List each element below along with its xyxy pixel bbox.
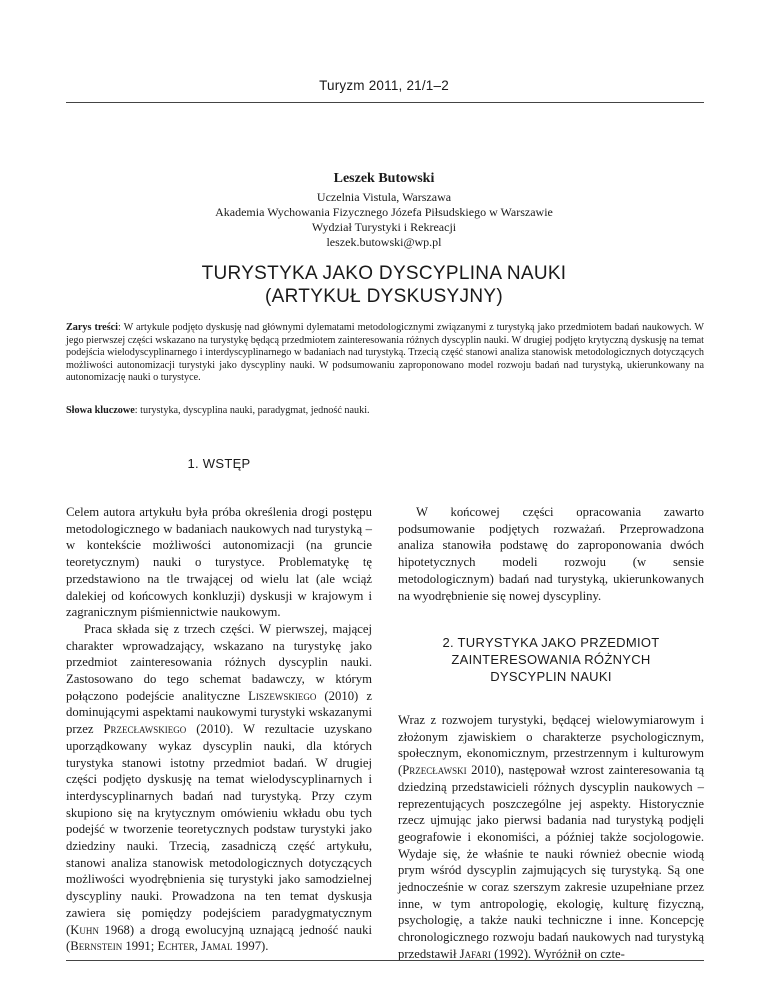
journal-header: Turyzm 2011, 21/1–2 xyxy=(319,78,449,93)
keywords-label: Słowa kluczowe xyxy=(66,405,135,416)
author-name: Leszek Butowski xyxy=(333,171,435,186)
citation: Liszewskiego xyxy=(248,688,317,703)
citation: Jafari xyxy=(459,946,491,961)
section-heading-intro: 1. WSTĘP xyxy=(187,456,251,471)
keywords-text: : turystyka, dyscyplina nauki, paradygmat, jedność nauki. xyxy=(134,405,370,416)
heading-line: ZAINTERESOWANIA RÓŻNYCH xyxy=(451,652,651,667)
left-column xyxy=(66,504,372,955)
paragraph: W końcowej części opracowania zawarto podsumowanie podjętych rozważań. Przeprowadzona analiza stanowiła podstawę do zaproponowania dwóch hipotetycznych modeli rozwoju (w sensie metodologicznym) badań nad turystyką, ukierunkowanych na wyodrębnienie się nowej dyscypliny. xyxy=(398,505,704,603)
text-run: 1968) a drogą ewolucyjną uznającą jedność nauki ( xyxy=(66,922,372,954)
author-block xyxy=(0,171,768,250)
abstract xyxy=(66,322,704,385)
right-column-bottom xyxy=(398,712,704,963)
title-line: TURYSTYKA JAKO DYSCYPLINA NAUKI xyxy=(201,263,567,284)
text-run: Praca składa się z trzech części. W pierwszej, mającej charakter wprowadzający, wskazano na turystykę jako przedmiot zainteresowania różnych dyscyplin nauki. Zastosowano do tego schemat badawczy, w którym połączono podejście analityczne xyxy=(66,621,372,703)
affiliation-line: Uczelnia Vistula, Warszawa xyxy=(316,190,452,204)
citation: Jamal xyxy=(201,939,233,954)
affiliation-line: Akademia Wychowania Fizycznego Józefa Piłsudskiego w Warszawie xyxy=(215,205,553,219)
heading-line: DYSCYPLIN NAUKI xyxy=(490,669,612,684)
author-email[interactable]: leszek.butowski@wp.pl xyxy=(326,235,442,249)
title-subline: (ARTYKUŁ DYSKUSYJNY) xyxy=(265,286,503,307)
paper-title xyxy=(0,262,768,308)
text-run: 2010), następował wzrost zainteresowania tą dziedziną przedstawicieli różnych dyscyplin naukowych – reprezentujących poszczególne jej aspekty. Historycznie rzecz ujmując jako pierwsi badania nad turystyką podjęli geografowie i ekonomiści, a później także socjologowie. Wydaje się, że właśnie te nauki również obecnie wiodą prym wśród dyscyplin zajmujących się turystyką. Są one jednocześnie w coraz szerszym zakresie uzupełniane przez inne, w tym antropologię, ekologię, kulturę fizyczną, psychologię, a także nauki techniczne i inne. Koncepcję chronologicznego rozwoju badań naukowych nad turystyką przedstawił xyxy=(398,763,704,961)
affiliation-line: Wydział Turystyki i Rekreacji xyxy=(311,220,457,234)
text-run: Wraz z rozwojem turystyki, będącej wielowymiarowym i złożonym zjawiskiem o charakterze psychologicznym, społecznym, ekonomicznym, przestrzennym i kulturowym ( xyxy=(398,713,704,778)
abstract-text: : W artykule podjęto dyskusję nad głównymi dylematami metodologicznymi związanymi z turystyką jako przedmiotem badań naukowych. W jego pierwszej części wskazano na turystykę będącą przedmiotem zainteresowania różnych dyscyplin nauki. W drugiej podjęto krytyczną dyskusję na temat podejścia wielodyscyplinarnego i interdyscyplinarnego w badaniach nad turystyką. Trzecią część stanowi analiza stanowisk metodologicznych dotyczących możliwości autonomizacji turystyki jako dyscypliny nauki. W podsumowaniu zaproponowano model rozwoju badań nad turystyką, ukierunkowany na autonomizację nauki o turystyce. xyxy=(66,322,704,384)
right-column-top xyxy=(398,504,704,604)
paragraph xyxy=(66,621,372,955)
section-heading-2 xyxy=(398,634,704,685)
heading-line: 2. TURYSTYKA JAKO PRZEDMIOT xyxy=(442,635,660,650)
citation: Przecławskiego xyxy=(103,722,187,737)
text-run: 1997). xyxy=(232,939,269,954)
citation: Przecławski xyxy=(402,763,467,778)
text-run: (1992). Wyróżnił on czte- xyxy=(490,946,625,961)
text-run: (2010) z dominującymi aspektami naukowymi turystyki wskazanymi przez xyxy=(66,688,372,737)
paragraph: Celem autora artykułu była próba określenia drogi postępu metodologicznego w badaniach naukowych nad turystyką – w kontekście możliwości autonomizacji (na gruncie teoretycznym) nauki o turystyce. Problematykę tę przedstawiono na tle trwającej od wielu lat (ale wciąż dalekiej od końcowych konkluzji) dyskusji w krajowym i zagranicznym piśmiennictwie naukowym. xyxy=(66,505,372,620)
text-run: (2010). W rezultacie uzyskano uporządkowany wykaz dyscyplin nauki, dla których turystyka stanowi istotny przedmiot badań. W drugiej części podjęto dyskusję na temat wielodyscyplinarnych i interdyscyplinarnych badań nad turystyką. Przy czym skupiono się na krytycznym omówieniu wkładu obu tych podejść w tworzenie teoretycznych podstaw turystyki jako dziedziny nauki. Trzecią, zasadniczą część artykułu, stanowi analiza stanowisk metodologicznych dotyczących możliwości wyodrębnienia się turystyki jako samodzielnej dyscypliny nauki. Prowadzona na ten temat dyskusja zawiera się pomiędzy podejściem paradygmatycznym ( xyxy=(66,722,373,937)
text-run: 1991; xyxy=(122,939,158,954)
footer-rule xyxy=(66,960,704,961)
text-run: , xyxy=(194,939,202,954)
paragraph xyxy=(398,712,704,963)
citation: Bernstein xyxy=(70,939,123,954)
header-rule xyxy=(66,102,704,103)
citation: Kuhn xyxy=(70,922,99,937)
keywords xyxy=(66,404,704,417)
citation: Echter xyxy=(157,939,195,954)
abstract-label: Zarys treści xyxy=(66,322,119,333)
